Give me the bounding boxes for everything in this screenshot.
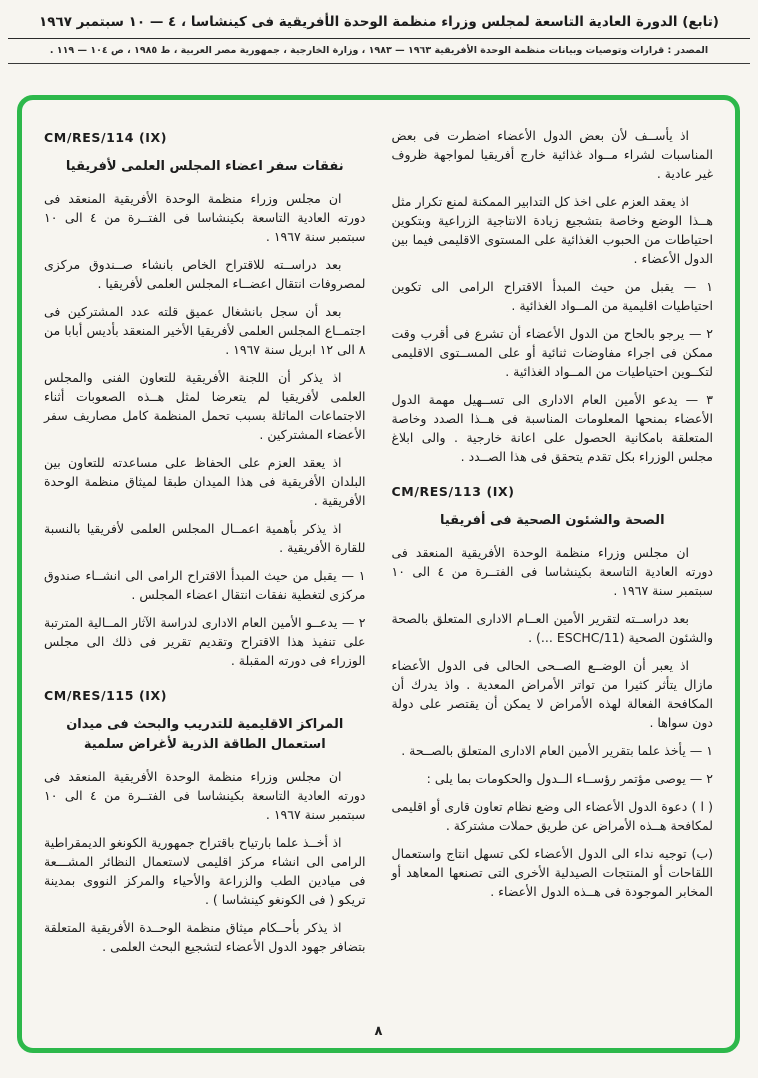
paragraph: ان مجلس وزراء منظمة الوحدة الأفريقية المنعقد فى دورته العادية التاسعة بكينشاسا فى الفتــرة من ٤ الى ١٠ سبتمبر سنة ١٩٦٧ . (391, 545, 713, 599)
column-right (392, 126, 714, 910)
paragraph: بعد أن سجل بانشغال عميق قلته عدد المشتركين فى اجتمــاع المجلس العلمى لأفريقيا الأخير المنعقد بأديس أبابا من ٨ الى ١٢ ابريل سنة ١٩٦٧ . (44, 304, 366, 358)
numbered-item: ١ — يقبل من حيث المبدأ الاقتراح الرامى الى انشــاء صندوق مركزى لتغطية نفقات انتقال اعضاء المجلس . (44, 568, 366, 603)
paragraph: ان مجلس وزراء منظمة الوحدة الأفريقية المنعقد فى دورته العادية التاسعة بكينشاسا فى الفتــرة من ٤ الى ١٠ سبتمبر سنة ١٩٦٧ . (44, 769, 366, 823)
numbered-item: ٢ — يدعــو الأمين العام الادارى لدراسة الآثار المــالية المترتبة على تنفيذ هذا الاقتراح وتقديم تقرير فى ذلك الى مجلس الوزراء فى دورته المقبلة . (44, 615, 366, 669)
paragraph: بعد دراســته للاقتراح الخاص بانشاء صــندوق مركزى لمصروفات انتقال اعضــاء المجلس العلمى لأفريقيا . (44, 257, 366, 292)
numbered-item: ٢ — يوصى مؤتمر رؤســاء الــدول والحكومات بما يلى : (426, 771, 713, 787)
paragraph: اذ يعقد العزم على الحفاظ على مساعدته للتعاون بين البلدان الأفريقية فى هذا الميدان طبقا لميثاق منظمة الوحدة الأفريقية . (44, 455, 366, 509)
paragraph: اذ يأســف لأن بعض الدول الأعضاء اضطرت فى بعض المناسبات لشراء مــواد غذائية خارج أفريقيا لمواجهة ظروف غير عادية . (391, 128, 713, 181)
resolution-code-114: CM/RES/114 (IX) (44, 130, 168, 145)
resolution-title-115: المراكز الاقليمية للتدريب والبحث فى ميدان استعمال الطاقة الذرية لأغراض سلمية (66, 717, 344, 753)
header-divider-top (8, 38, 750, 39)
paragraph: اذ يذكر بأحــكام ميثاق منظمة الوحــدة الأفريقية المتعلقة بتضافر جهود الدول الأعضاء لتشجيع البحث العلمى . (44, 920, 366, 955)
header-title: (تابع) الدورة العادية التاسعة لمجلس وزراء منظمة الوحدة الأفريقية فى كينشاسا ، ٤ — ١٠ سبتمبر ١٩٦٧ (39, 14, 719, 30)
column-left (44, 126, 366, 965)
paragraph: اذ يذكر بأهمية اعمــال المجلس العلمى لأفريقيا بالنسبة للقارة الأفريقية . (44, 521, 366, 556)
sub-item: ( ا ) دعوة الدول الأعضاء الى وضع نظام تعاون قارى أو اقليمى لمكافحة هــذه الأمراض عن طريق حملات مشتركة . (391, 799, 713, 834)
resolution-title-113: الصحة والشئون الصحية فى أفريقيا (439, 513, 665, 528)
numbered-item: ١ — يأخذ علما بتقرير الأمين العام الادارى المتعلق بالصــحة . (401, 743, 713, 759)
paragraph: ان مجلس وزراء منظمة الوحدة الأفريقية المنعقد فى دورته العادية التاسعة بكينشاسا فى الفتــرة من ٤ الى ١٠ سبتمبر سنة ١٩٦٧ . (44, 191, 366, 245)
resolution-code-115: CM/RES/115 (IX) (44, 688, 168, 704)
header-divider-bottom (8, 63, 750, 64)
paragraph: اذ يعقد العزم على اخذ كل التدابير الممكنة لمنع تكرار مثل هــذا الوضع وخاصة بتشجيع زيادة الانتاجية الزراعية وبتكوين احتياطات من الحبوب الغذائية على المستوى الاقليمى فيما بين الدول الأعضاء . (391, 194, 713, 266)
paragraph: اذ يعبر أن الوضــع الصــحى الحالى فى الدول الأعضاء مازال يتأثر كثيرا من تواتر الأمراض المعدية . واذ يدرك أن المكافحة الفعالة لهذه الأمراض لا يمكن أن يقتصر على دولة دون سواها . (391, 658, 713, 731)
paragraph: اذ يذكر أن اللجنة الأفريقية للتعاون الفنى والمجلس العلمى لأفريقيا لم يتعرضا لمثل هــذه الصعوبات أثناء الاجتماعات الماثلة بسبب تحمل المنظمة كامل مصاريف سفر الأعضاء المشتركين . (44, 370, 366, 443)
content-frame (17, 95, 740, 1053)
source-line: المصدر : قرارات وتوصيات وبيانات منظمة الوحدة الأفريقية ١٩٦٣ — ١٩٨٣ ، وزارة الخارجية ، جمهورية مصر العربية ، ط ١٩٨٥ ، ص ١٠٤ — ١١٩ . (49, 45, 709, 57)
numbered-item: ١ — يقبل من حيث المبدأ الاقتراح الرامى الى تكوين احتياطيات اقليمية من المــواد الغذائية . (391, 279, 713, 313)
sub-item: (ب) توجيه نداء الى الدول الأعضاء لكى تسهل انتاج واستعمال اللقاحات أو المنتجات الصيدلية الأخرى التى تصنعها المعاهد أو المخابر الموجودة فى هــذه الدول الأعضاء . (391, 846, 713, 900)
numbered-item: ٣ — يدعو الأمين العام الادارى الى تســهيل مهمة الدول الأعضاء بمنحها المعلومات المناسبة فى هــذا الصدد وخاصة المتعلقة بامكانية الحصول على اعانة خارجية . والى ابلاغ مجلس الوزراء بكل تقدم يتحقق فى هذا الصــدد . (391, 392, 713, 464)
page-header (0, 0, 758, 64)
resolution-code-113: CM/RES/113 (IX) (391, 484, 515, 499)
paragraph: بعد دراســته لتقرير الأمين العــام الادارى المتعلق بالصحة والشئون الصحية (ESCHC/11 ...) . (391, 611, 713, 646)
page-number: ٨ (374, 1024, 383, 1039)
resolution-title-114: نفقات سفر اعضاء المجلس العلمى لأفريقيا (65, 159, 344, 174)
numbered-item: ٢ — يرجو بالحاح من الدول الأعضاء أن تشرع فى أقرب وقت ممكن فى اجراء مفاوضات ثنائية أو على المســتوى الاقليمى لتكــوين احتياطيات من المــواد الغذائية . (391, 326, 713, 379)
two-column-layout (44, 126, 713, 965)
paragraph: اذ أخــذ علما بارتياح باقتراح جمهورية الكونغو الديمقراطية الرامى الى انشاء مركز اقليمى لاستعمال النظائر المشـــعة فى ميادين الطب والزراعة والأحياء والمركز النووى بمدينة تريكو ( فى الكونغو كينشاسا ) . (44, 835, 366, 908)
